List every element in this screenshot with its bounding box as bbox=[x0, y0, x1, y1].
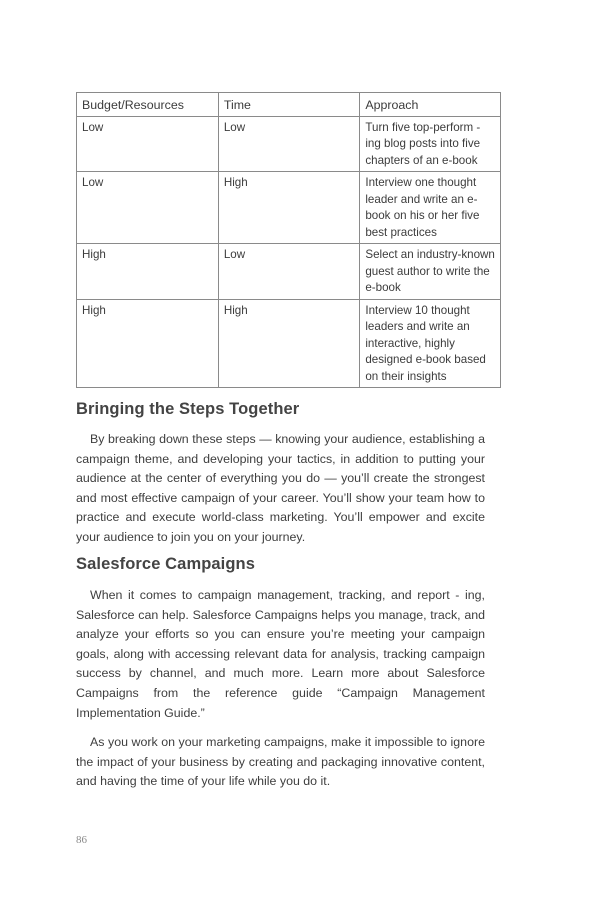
cell-budget: High bbox=[77, 299, 219, 388]
header-budget: Budget/Resources bbox=[77, 93, 219, 117]
cell-approach: Interview 10 thought leaders and write an interactive, highly designed e-book based on their insights bbox=[360, 299, 501, 388]
page-number: 86 bbox=[76, 834, 87, 846]
section-heading-salesforce-campaigns: Salesforce Campaigns bbox=[76, 555, 255, 573]
cell-time: High bbox=[218, 172, 359, 244]
cell-time: Low bbox=[218, 116, 359, 172]
table-row bbox=[77, 116, 501, 172]
table-header-row bbox=[77, 93, 501, 117]
cell-approach: Turn five top-perform - ing blog posts into five chapters of an e-book bbox=[360, 116, 501, 172]
table-row bbox=[77, 299, 501, 388]
paragraph: As you work on your marketing campaigns, make it impossible to ignore the impact of your business by creating and packaging innovative content, and having the time of your life while you do it. bbox=[76, 735, 485, 789]
cell-time: Low bbox=[218, 244, 359, 300]
paragraph: When it comes to campaign management, tracking, and report - ing, Salesforce can help. Salesforce Campaigns helps you manage, track, and analyze your efforts so you can ensure you’re meeting your campaign goals, along with accessing relevant data for analysis, tracking campaign success by channel, and much more. Learn more about Salesforce Campaigns from the reference guide “Campaign Management Implementation Guide.” bbox=[76, 588, 485, 720]
cell-approach: Select an industry-known guest author to write the e-book bbox=[360, 244, 501, 300]
section-heading-bringing-steps: Bringing the Steps Together bbox=[76, 400, 300, 418]
header-time: Time bbox=[218, 93, 359, 117]
table-row bbox=[77, 244, 501, 300]
budget-time-approach-table bbox=[76, 92, 501, 388]
cell-budget: Low bbox=[77, 172, 219, 244]
table-row bbox=[77, 172, 501, 244]
cell-time: High bbox=[218, 299, 359, 388]
header-approach: Approach bbox=[360, 93, 501, 117]
cell-budget: Low bbox=[77, 116, 219, 172]
cell-approach: Interview one thought leader and write an e-book on his or her five best practices bbox=[360, 172, 501, 244]
cell-budget: High bbox=[77, 244, 219, 300]
paragraph: By breaking down these steps — knowing your audience, establishing a campaign theme, and developing your tactics, in addition to putting your audience at the center of everything you do — you’ll create the strongest and most effective campaign of your career. You’ll show your team how to practice and execute world-class marketing. You’ll empower and excite your audience to join you on your journey. bbox=[76, 432, 485, 544]
